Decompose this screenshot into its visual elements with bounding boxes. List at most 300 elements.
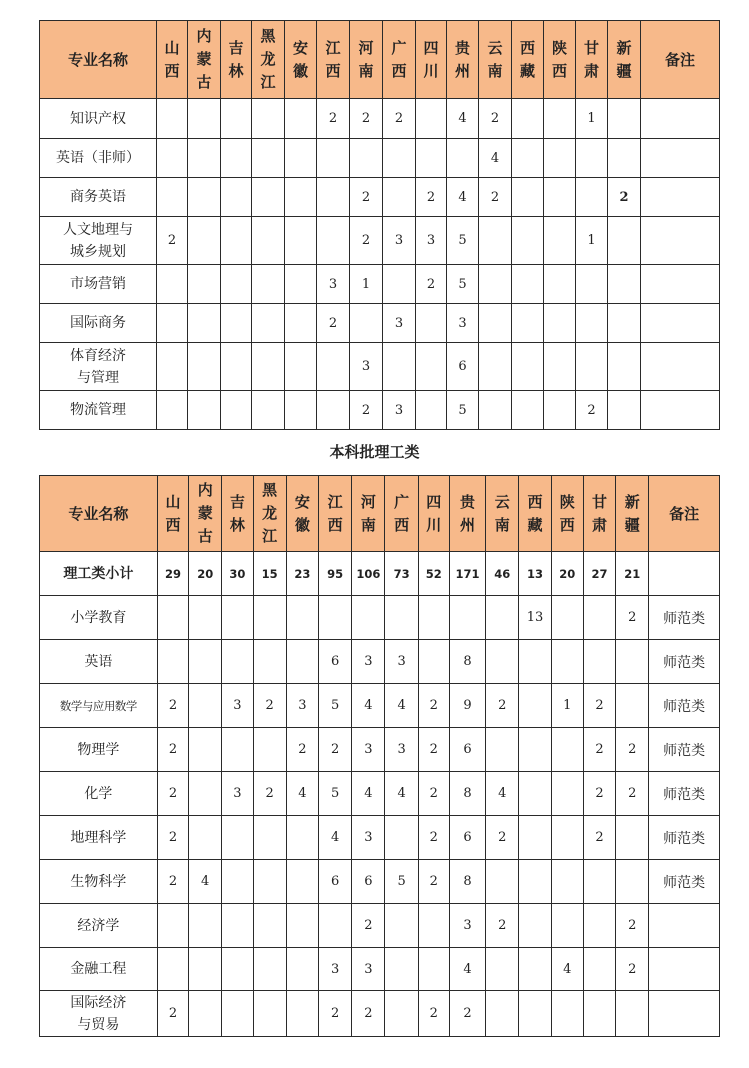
- quota-cell: 4: [385, 684, 418, 728]
- quota-cell: 3: [350, 343, 383, 391]
- major-name: 经济学: [40, 904, 158, 948]
- quota-cell: 3: [447, 304, 479, 343]
- quota-cell: 171: [449, 552, 485, 596]
- header-province: 贵 州: [449, 476, 485, 552]
- quota-cell: 3: [383, 391, 416, 430]
- quota-cell: [253, 860, 286, 904]
- quota-cell: [486, 860, 519, 904]
- quota-cell: [383, 178, 416, 217]
- note-cell: 师范类: [649, 772, 720, 816]
- quota-cell: [253, 640, 286, 684]
- header-notes: 备注: [649, 476, 720, 552]
- quota-cell: [253, 816, 286, 860]
- quota-cell: [616, 640, 649, 684]
- quota-cell: 6: [449, 816, 485, 860]
- major-name: 英语（非师）: [40, 139, 157, 178]
- quota-cell: [385, 991, 418, 1037]
- header-province: 黑 龙 江: [252, 21, 285, 99]
- quota-cell: 2: [418, 991, 449, 1037]
- quota-cell: [319, 904, 352, 948]
- quota-cell: [252, 178, 285, 217]
- quota-cell: [188, 139, 221, 178]
- quota-cell: [479, 265, 512, 304]
- quota-cell: [221, 99, 252, 139]
- quota-cell: [286, 991, 318, 1037]
- quota-cell: 2: [350, 217, 383, 265]
- quota-cell: 4: [449, 948, 485, 991]
- quota-cell: 3: [352, 640, 385, 684]
- header-province: 内 蒙 古: [188, 21, 221, 99]
- quota-cell: [616, 991, 649, 1037]
- quota-cell: [383, 343, 416, 391]
- quota-cell: 5: [447, 391, 479, 430]
- quota-cell: 2: [418, 772, 449, 816]
- quota-cell: [418, 596, 449, 640]
- quota-cell: [221, 391, 252, 430]
- header-province: 广 西: [385, 476, 418, 552]
- quota-cell: [252, 304, 285, 343]
- quota-cell: 2: [416, 178, 447, 217]
- header-province: 安 徽: [286, 476, 318, 552]
- quota-cell: 2: [157, 684, 188, 728]
- quota-cell: [285, 99, 317, 139]
- quota-cell: [383, 265, 416, 304]
- quota-cell: 5: [319, 684, 352, 728]
- quota-cell: 8: [449, 772, 485, 816]
- quota-cell: [583, 596, 615, 640]
- major-name: 物理学: [40, 728, 158, 772]
- quota-cell: [519, 684, 551, 728]
- quota-cell: [252, 99, 285, 139]
- note-cell: [649, 991, 720, 1037]
- quota-cell: [385, 816, 418, 860]
- quota-cell: [189, 728, 222, 772]
- quota-cell: [222, 860, 253, 904]
- quota-cell: [519, 640, 551, 684]
- quota-cell: 20: [189, 552, 222, 596]
- header-province: 吉 林: [221, 21, 252, 99]
- quota-cell: 4: [447, 99, 479, 139]
- header-province: 广 西: [383, 21, 416, 99]
- quota-cell: [221, 217, 252, 265]
- quota-cell: 3: [352, 948, 385, 991]
- quota-cell: [252, 343, 285, 391]
- table-header-row: [40, 476, 720, 552]
- quota-cell: [519, 728, 551, 772]
- quota-cell: 13: [519, 596, 551, 640]
- quota-cell: [418, 948, 449, 991]
- quota-cell: 27: [583, 552, 615, 596]
- quota-cell: [608, 343, 641, 391]
- quota-cell: 2: [157, 728, 188, 772]
- header-notes: 备注: [641, 21, 720, 99]
- note-cell: [641, 391, 720, 430]
- quota-cell: [317, 217, 350, 265]
- quota-cell: [189, 772, 222, 816]
- header-province: 新 疆: [608, 21, 641, 99]
- quota-cell: [551, 904, 583, 948]
- quota-cell: [188, 265, 221, 304]
- quota-cell: [189, 991, 222, 1037]
- quota-cell: 2: [253, 684, 286, 728]
- quota-cell: [576, 343, 608, 391]
- note-cell: 师范类: [649, 596, 720, 640]
- table-row: [40, 948, 720, 991]
- quota-cell: [252, 139, 285, 178]
- quota-cell: [253, 948, 286, 991]
- quota-cell: [157, 904, 188, 948]
- quota-cell: [479, 217, 512, 265]
- table-row: [40, 772, 720, 816]
- quota-cell: 5: [319, 772, 352, 816]
- quota-cell: [319, 596, 352, 640]
- quota-cell: 6: [447, 343, 479, 391]
- table-row: [40, 860, 720, 904]
- quota-cell: [512, 99, 544, 139]
- quota-cell: 2: [616, 772, 649, 816]
- table-row: [40, 343, 720, 391]
- quota-cell: 2: [253, 772, 286, 816]
- quota-cell: 4: [189, 860, 222, 904]
- quota-cell: [285, 139, 317, 178]
- quota-cell: 3: [449, 904, 485, 948]
- quota-cell: 3: [385, 640, 418, 684]
- quota-cell: 2: [319, 991, 352, 1037]
- quota-cell: 2: [616, 948, 649, 991]
- quota-cell: 3: [286, 684, 318, 728]
- quota-cell: [252, 217, 285, 265]
- quota-cell: 20: [551, 552, 583, 596]
- quota-cell: 2: [583, 684, 615, 728]
- quota-cell: 1: [551, 684, 583, 728]
- quota-cell: [188, 304, 221, 343]
- note-cell: [641, 139, 720, 178]
- quota-cell: [544, 139, 576, 178]
- quota-cell: [551, 860, 583, 904]
- quota-cell: 3: [317, 265, 350, 304]
- header-province: 云 南: [479, 21, 512, 99]
- quota-cell: 2: [317, 99, 350, 139]
- quota-cell: [616, 860, 649, 904]
- quota-cell: [519, 904, 551, 948]
- quota-cell: 2: [352, 904, 385, 948]
- header-province: 江 西: [319, 476, 352, 552]
- quota-cell: 6: [319, 640, 352, 684]
- quota-cell: [486, 640, 519, 684]
- quota-cell: [286, 596, 318, 640]
- header-province: 山 西: [157, 21, 188, 99]
- note-cell: [641, 178, 720, 217]
- quota-cell: [286, 640, 318, 684]
- quota-cell: [221, 265, 252, 304]
- note-cell: [641, 343, 720, 391]
- table-row: [40, 904, 720, 948]
- table-row: [40, 728, 720, 772]
- quota-cell: [479, 391, 512, 430]
- quota-cell: [551, 640, 583, 684]
- quota-cell: [576, 139, 608, 178]
- quota-cell: [252, 391, 285, 430]
- quota-cell: 4: [486, 772, 519, 816]
- major-name: 人文地理与 城乡规划: [40, 217, 157, 265]
- quota-cell: [157, 304, 188, 343]
- quota-cell: 3: [383, 304, 416, 343]
- quota-cell: 95: [319, 552, 352, 596]
- quota-cell: [157, 178, 188, 217]
- quota-cell: [157, 948, 188, 991]
- quota-cell: 2: [418, 728, 449, 772]
- header-province: 西 藏: [512, 21, 544, 99]
- quota-cell: 2: [479, 99, 512, 139]
- quota-cell: [157, 640, 188, 684]
- quota-cell: [608, 391, 641, 430]
- header-province: 陕 西: [551, 476, 583, 552]
- quota-cell: [512, 265, 544, 304]
- quota-cell: [519, 948, 551, 991]
- quota-cell: 3: [416, 217, 447, 265]
- major-name: 理工类小计: [40, 552, 158, 596]
- quota-cell: [285, 391, 317, 430]
- table-row: [40, 304, 720, 343]
- quota-cell: 3: [383, 217, 416, 265]
- quota-cell: [286, 948, 318, 991]
- quota-cell: [486, 991, 519, 1037]
- note-cell: [649, 552, 720, 596]
- section-title: 本科批理工类: [329, 443, 420, 461]
- quota-cell: [486, 596, 519, 640]
- subtotal-row: [40, 552, 720, 596]
- quota-cell: 4: [352, 772, 385, 816]
- note-cell: 师范类: [649, 728, 720, 772]
- quota-cell: [317, 343, 350, 391]
- table-row: [40, 596, 720, 640]
- quota-cell: [286, 816, 318, 860]
- quota-cell: [583, 860, 615, 904]
- quota-cell: [157, 343, 188, 391]
- major-name: 物流管理: [40, 391, 157, 430]
- quota-cell: [551, 596, 583, 640]
- quota-cell: 5: [385, 860, 418, 904]
- major-name: 英语: [40, 640, 158, 684]
- quota-cell: [416, 343, 447, 391]
- quota-cell: 21: [616, 552, 649, 596]
- quota-cell: [285, 343, 317, 391]
- quota-cell: 2: [449, 991, 485, 1037]
- table-row: [40, 391, 720, 430]
- quota-cell: [512, 217, 544, 265]
- quota-cell: [383, 139, 416, 178]
- quota-cell: [350, 139, 383, 178]
- note-cell: [641, 217, 720, 265]
- header-province: 四 川: [416, 21, 447, 99]
- quota-cell: [608, 139, 641, 178]
- quota-cell: [583, 640, 615, 684]
- header-province: 山 西: [157, 476, 188, 552]
- header-province: 吉 林: [222, 476, 253, 552]
- quota-cell: 2: [352, 991, 385, 1037]
- quota-cell: 2: [350, 391, 383, 430]
- quota-cell: [222, 816, 253, 860]
- note-cell: [649, 948, 720, 991]
- major-name: 知识产权: [40, 99, 157, 139]
- header-province: 四 川: [418, 476, 449, 552]
- table-row: [40, 99, 720, 139]
- quota-cell: [418, 904, 449, 948]
- quota-cell: 2: [486, 684, 519, 728]
- quota-cell: [189, 816, 222, 860]
- quota-cell: [157, 265, 188, 304]
- quota-cell: [317, 391, 350, 430]
- quota-cell: [544, 99, 576, 139]
- quota-cell: 2: [486, 904, 519, 948]
- quota-cell: 2: [157, 991, 188, 1037]
- quota-cell: [608, 265, 641, 304]
- quota-cell: [512, 178, 544, 217]
- quota-cell: 52: [418, 552, 449, 596]
- quota-cell: [285, 265, 317, 304]
- quota-cell: 4: [319, 816, 352, 860]
- quota-cell: [449, 596, 485, 640]
- quota-cell: 2: [486, 816, 519, 860]
- quota-cell: [189, 596, 222, 640]
- quota-cell: [551, 772, 583, 816]
- quota-cell: [350, 304, 383, 343]
- header-province: 安 徽: [285, 21, 317, 99]
- quota-cell: [608, 304, 641, 343]
- header-province: 陕 西: [544, 21, 576, 99]
- quota-cell: 1: [576, 99, 608, 139]
- quota-cell: [253, 991, 286, 1037]
- quota-cell: 2: [583, 728, 615, 772]
- quota-cell: [583, 991, 615, 1037]
- quota-cell: 5: [447, 265, 479, 304]
- header-major: 专业名称: [40, 21, 157, 99]
- note-cell: [649, 904, 720, 948]
- quota-cell: [385, 904, 418, 948]
- quota-cell: [317, 139, 350, 178]
- note-cell: 师范类: [649, 640, 720, 684]
- quota-cell: 4: [447, 178, 479, 217]
- quota-cell: 3: [385, 728, 418, 772]
- quota-cell: 3: [352, 728, 385, 772]
- quota-cell: [252, 265, 285, 304]
- quota-cell: [157, 596, 188, 640]
- quota-cell: [222, 640, 253, 684]
- quota-cell: 30: [222, 552, 253, 596]
- note-cell: 师范类: [649, 816, 720, 860]
- quota-cell: [551, 991, 583, 1037]
- quota-cell: [512, 343, 544, 391]
- quota-cell: [222, 904, 253, 948]
- quota-cell: 3: [352, 816, 385, 860]
- quota-cell: [188, 343, 221, 391]
- quota-cell: 2: [157, 860, 188, 904]
- quota-cell: [189, 640, 222, 684]
- quota-cell: 29: [157, 552, 188, 596]
- quota-cell: 2: [350, 99, 383, 139]
- quota-cell: [285, 304, 317, 343]
- table-row: [40, 816, 720, 860]
- note-cell: 师范类: [649, 860, 720, 904]
- quota-cell: 4: [385, 772, 418, 816]
- quota-cell: 2: [157, 217, 188, 265]
- quota-cell: [286, 904, 318, 948]
- admission-table-science: [39, 475, 720, 1037]
- quota-cell: 2: [317, 304, 350, 343]
- quota-cell: [418, 640, 449, 684]
- quota-cell: [583, 904, 615, 948]
- quota-cell: 2: [286, 728, 318, 772]
- table-row: [40, 178, 720, 217]
- quota-cell: [385, 596, 418, 640]
- quota-cell: 13: [519, 552, 551, 596]
- quota-cell: [253, 728, 286, 772]
- quota-cell: [486, 728, 519, 772]
- quota-cell: [416, 139, 447, 178]
- header-province: 黑 龙 江: [253, 476, 286, 552]
- major-name: 体育经济 与管理: [40, 343, 157, 391]
- quota-cell: [286, 860, 318, 904]
- quota-cell: [544, 265, 576, 304]
- header-province: 甘 肃: [583, 476, 615, 552]
- quota-cell: [479, 304, 512, 343]
- quota-cell: 2: [583, 772, 615, 816]
- major-name: 金融工程: [40, 948, 158, 991]
- quota-cell: 3: [222, 684, 253, 728]
- quota-cell: [222, 596, 253, 640]
- quota-cell: [188, 391, 221, 430]
- major-name: 小学教育: [40, 596, 158, 640]
- quota-cell: 2: [583, 816, 615, 860]
- quota-cell: 2: [479, 178, 512, 217]
- quota-cell: [551, 816, 583, 860]
- quota-cell: [544, 178, 576, 217]
- quota-cell: 8: [449, 860, 485, 904]
- header-province: 甘 肃: [576, 21, 608, 99]
- quota-cell: [519, 816, 551, 860]
- quota-cell: 5: [447, 217, 479, 265]
- quota-cell: 15: [253, 552, 286, 596]
- quota-cell: [385, 948, 418, 991]
- header-province: 新 疆: [616, 476, 649, 552]
- quota-cell: 8: [449, 640, 485, 684]
- table-row: [40, 991, 720, 1037]
- quota-cell: 1: [350, 265, 383, 304]
- quota-cell: [285, 178, 317, 217]
- header-province: 云 南: [486, 476, 519, 552]
- table-row: [40, 265, 720, 304]
- major-name: 国际商务: [40, 304, 157, 343]
- quota-cell: [551, 728, 583, 772]
- quota-cell: 3: [222, 772, 253, 816]
- quota-cell: 2: [616, 904, 649, 948]
- quota-cell: 2: [157, 816, 188, 860]
- quota-cell: 2: [418, 816, 449, 860]
- quota-cell: [285, 217, 317, 265]
- table-row: [40, 139, 720, 178]
- quota-cell: [188, 99, 221, 139]
- quota-cell: 2: [157, 772, 188, 816]
- header-province: 内 蒙 古: [189, 476, 222, 552]
- quota-cell: [544, 343, 576, 391]
- table-row: [40, 684, 720, 728]
- quota-cell: [317, 178, 350, 217]
- quota-cell: 23: [286, 552, 318, 596]
- quota-cell: [222, 948, 253, 991]
- quota-cell: 4: [551, 948, 583, 991]
- quota-cell: 2: [616, 596, 649, 640]
- quota-cell: 4: [286, 772, 318, 816]
